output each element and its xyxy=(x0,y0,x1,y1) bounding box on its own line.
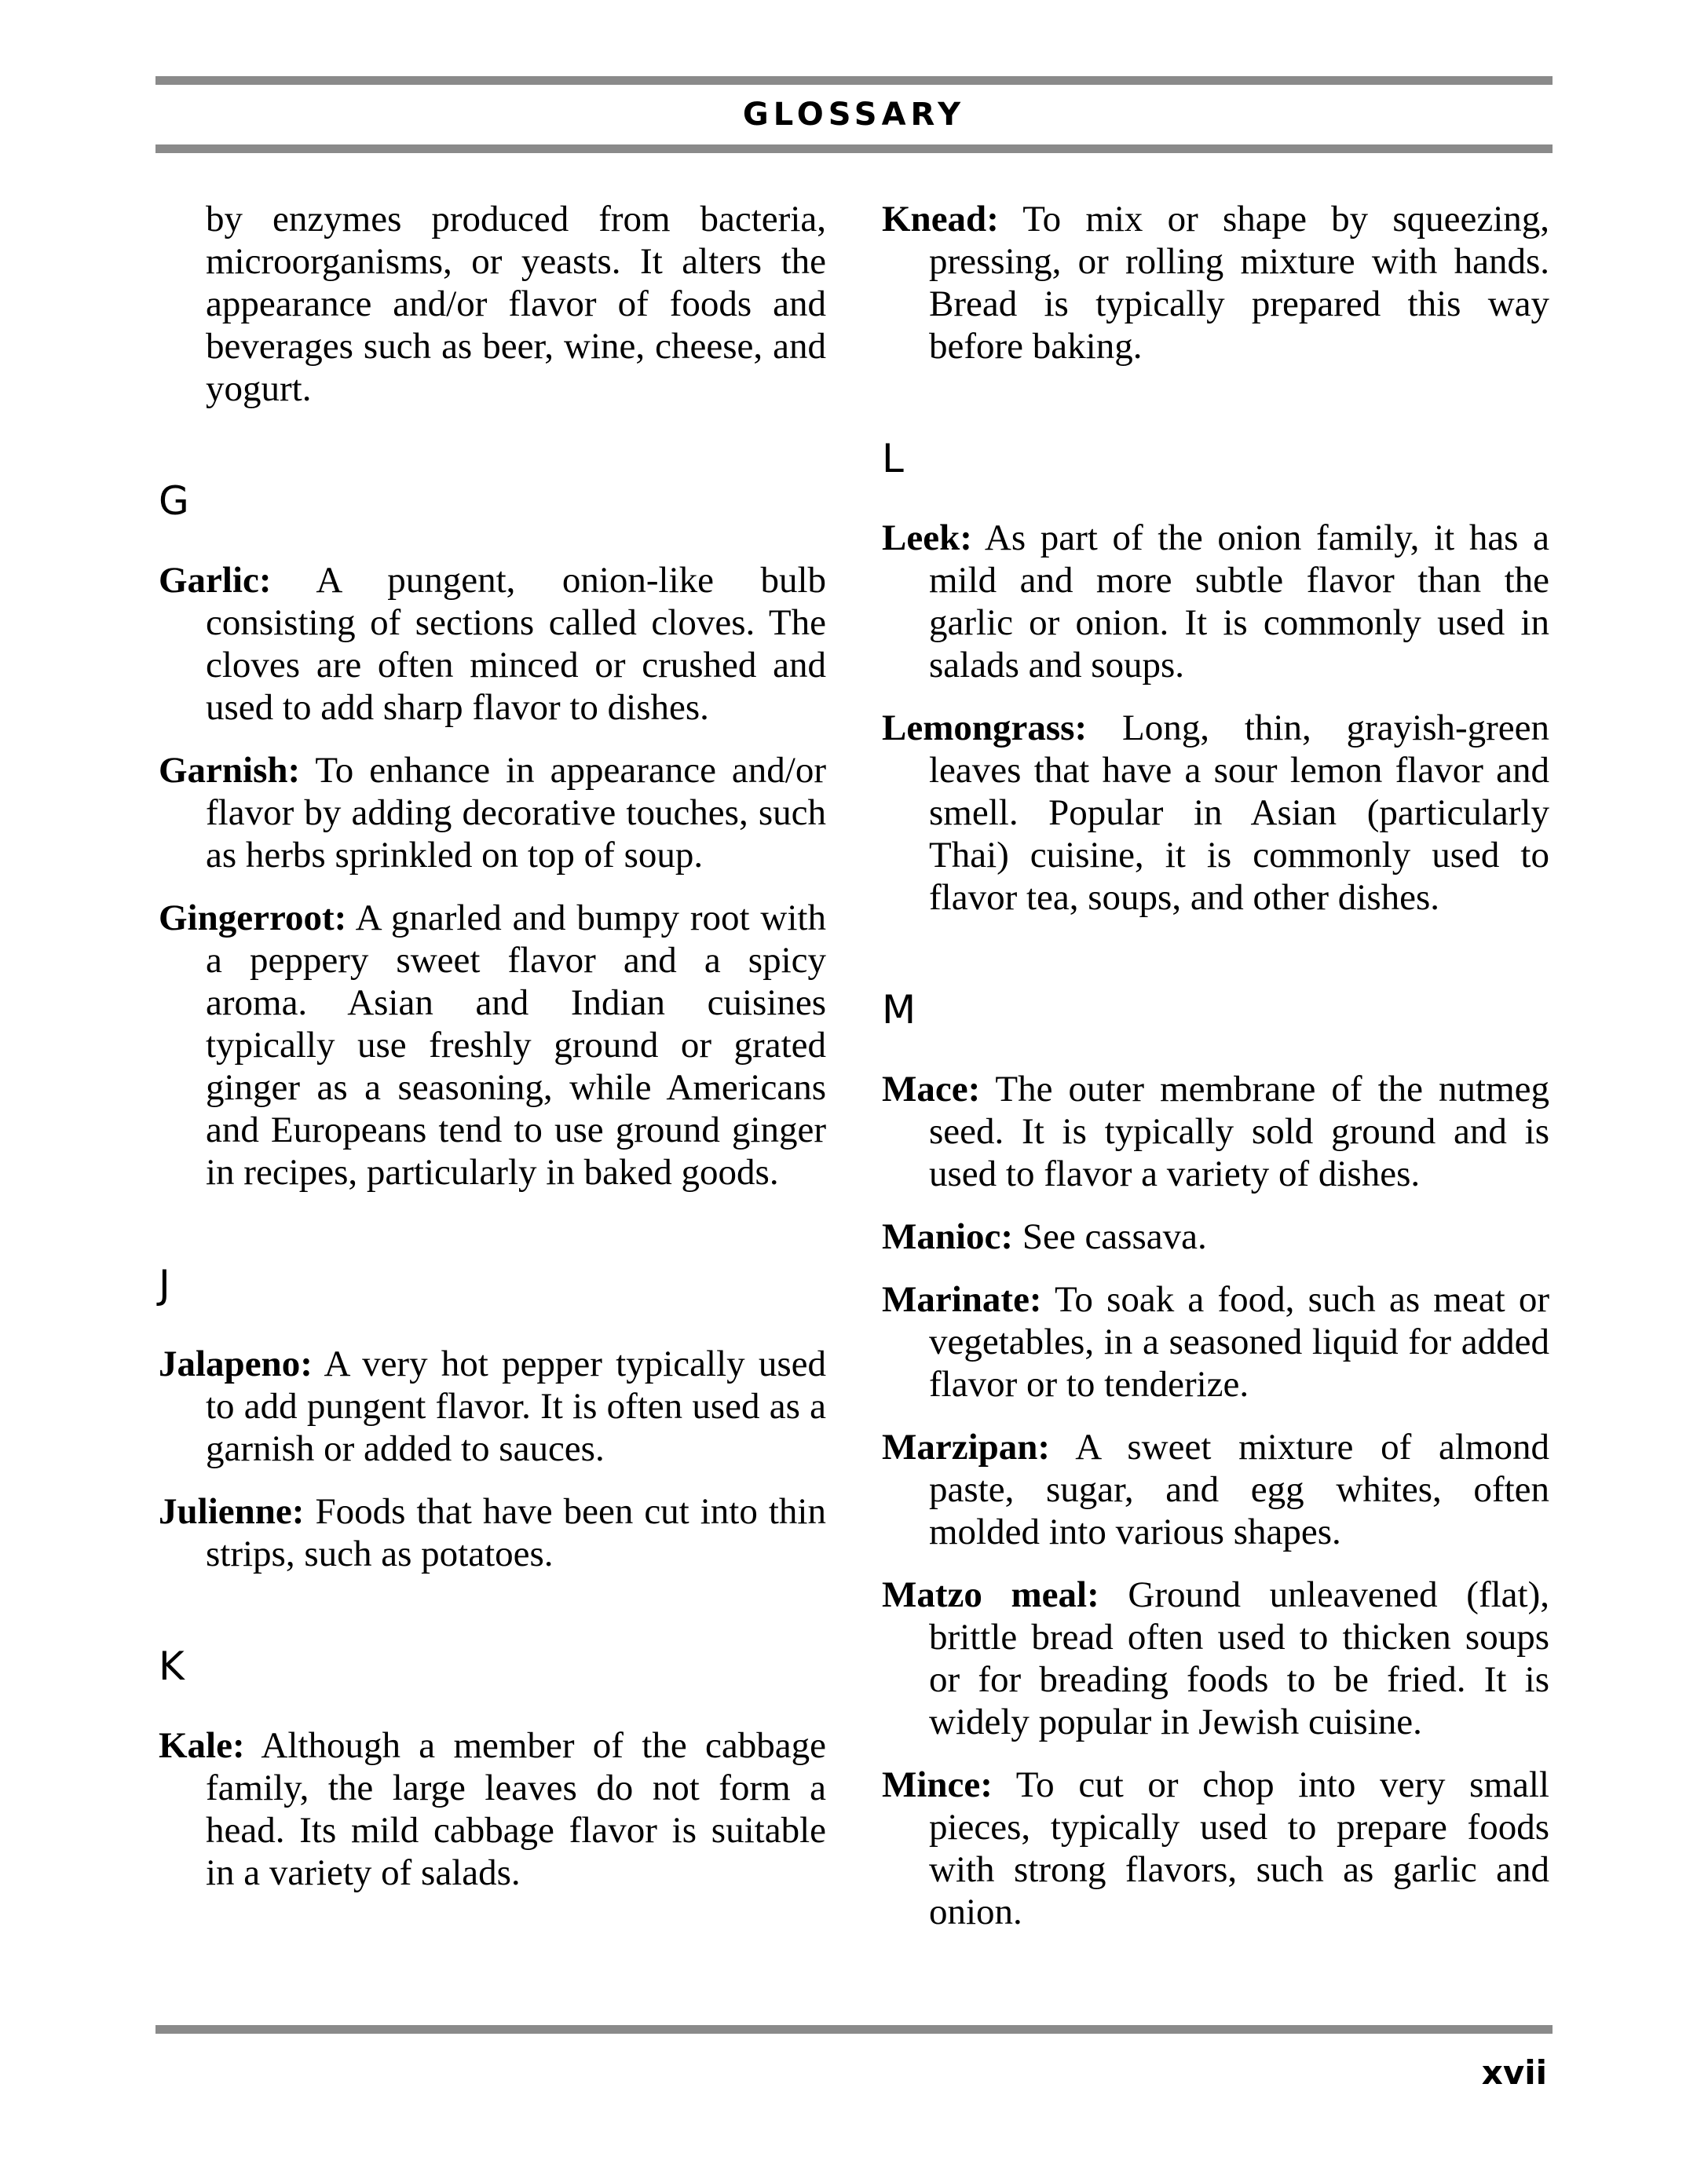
entry-definition: A pungent, onion-like bulb consisting of sections called cloves. The cloves are often minced or crushed and used to add sharp flavor to dishes. xyxy=(206,560,826,728)
section-letter-j: J xyxy=(159,1262,170,1307)
entry-definition: To mix or shape by squeezing, pressing, or rolling mixture with hands. Bread is typically prepared this way before baking. xyxy=(929,199,1550,367)
entry-definition: A very hot pepper typically used to add pungent flavor. It is often used as a garnish or added to sauces. xyxy=(206,1344,826,1469)
page-number: xvii xyxy=(1481,2053,1547,2092)
entry-term: Leek: xyxy=(882,517,972,558)
entry-definition: Long, thin, grayish-green leaves that have a sour lemon flavor and smell. Popular in Asian (particularly Thai) cuisine, it is commonly used to flavor tea, soups, and other dishes. xyxy=(929,707,1550,918)
entry-term: Knead: xyxy=(882,199,999,239)
entry-definition: Ground unleavened (flat), brittle bread often used to thicken soups or for breading foods to be fried. It is widely popular in Jewish cuisine. xyxy=(929,1574,1549,1742)
entry-definition: See cassava. xyxy=(1022,1216,1207,1257)
glossary-entry-garlic xyxy=(159,559,826,729)
footer-rule xyxy=(155,2025,1553,2034)
entry-term: Julienne: xyxy=(159,1491,305,1532)
entry-definition: To enhance in appearance and/or flavor by adding decorative touches, such as herbs sprinkled on top of soup. xyxy=(206,750,826,876)
section-letter-g: G xyxy=(159,478,189,524)
entry-term: Marzipan: xyxy=(882,1427,1051,1468)
entry-definition: To cut or chop into very small pieces, typically used to prepare foods with strong flavors, such as garlic and onion. xyxy=(929,1764,1549,1932)
entry-definition: A gnarled and bumpy root with a peppery sweet flavor and a spicy aroma. Asian and Indian cuisines typically use freshly ground or grated ginger as a seasoning, while Americans and Europeans tend to use ground ginger in recipes, particularly in baked goods. xyxy=(206,898,826,1193)
entry-term: Marinate: xyxy=(882,1279,1042,1320)
entry-term: Lemongrass: xyxy=(882,707,1088,748)
entry-definition: The outer membrane of the nutmeg seed. It is typically sold ground and is used to flavor a variety of dishes. xyxy=(929,1069,1549,1194)
glossary-entry-marinate xyxy=(882,1278,1549,1406)
entry-term: Garlic: xyxy=(159,560,272,601)
glossary-entry-mace xyxy=(882,1068,1549,1195)
glossary-entry-kale xyxy=(159,1724,826,1894)
glossary-entry-gingerroot xyxy=(159,897,826,1194)
header-top-rule xyxy=(155,76,1553,85)
glossary-entry-garnish xyxy=(159,749,826,876)
glossary-entry-julienne xyxy=(159,1490,826,1575)
entry-term: Garnish: xyxy=(159,750,301,791)
left-column xyxy=(159,198,826,1914)
entry-definition: Although a member of the cabbage family, the large leaves do not form a head. Its mild cabbage flavor is suitable in a variety of salads. xyxy=(206,1725,826,1893)
entry-term: Gingerroot: xyxy=(159,898,347,938)
right-column xyxy=(882,198,1549,1954)
entry-term: Mince: xyxy=(882,1764,993,1805)
glossary-entry-matzo-meal xyxy=(882,1574,1549,1743)
section-letter-k: K xyxy=(159,1643,185,1689)
entry-definition: To soak a food, such as meat or vegetables, in a seasoned liquid for added flavor or to tenderize. xyxy=(929,1279,1549,1405)
entry-term: Kale: xyxy=(159,1725,245,1766)
glossary-entry-jalapeno xyxy=(159,1343,826,1470)
section-letter-l: L xyxy=(882,436,904,481)
continued-definition: by enzymes produced from bacteria, microorganisms, or yeasts. It alters the appearance and/or flavor of foods and beverages such as beer, wine, cheese, and yogurt. xyxy=(206,199,826,409)
glossary-entry-marzipan xyxy=(882,1426,1549,1553)
entry-definition: As part of the onion family, it has a mild and more subtle flavor than the garlic or onion. It is commonly used in salads and soups. xyxy=(929,517,1549,686)
entry-definition: A sweet mixture of almond paste, sugar, and egg whites, often molded into various shapes. xyxy=(929,1427,1549,1552)
glossary-entry-mince xyxy=(882,1764,1549,1933)
glossary-entry-manioc xyxy=(882,1216,1549,1258)
entry-term: Jalapeno: xyxy=(159,1344,313,1384)
header-bottom-rule xyxy=(155,144,1553,153)
running-head: GLOSSARY xyxy=(742,97,966,133)
section-letter-m: M xyxy=(882,987,916,1033)
glossary-entry-leek xyxy=(882,517,1549,686)
glossary-entry-lemongrass xyxy=(882,707,1549,919)
glossary-entry-knead xyxy=(882,198,1549,367)
entry-definition: Foods that have been cut into thin strips, such as potatoes. xyxy=(206,1491,826,1574)
entry-term: Mace: xyxy=(882,1069,981,1110)
entry-term: Matzo meal: xyxy=(882,1574,1099,1615)
entry-term: Manioc: xyxy=(882,1216,1014,1257)
